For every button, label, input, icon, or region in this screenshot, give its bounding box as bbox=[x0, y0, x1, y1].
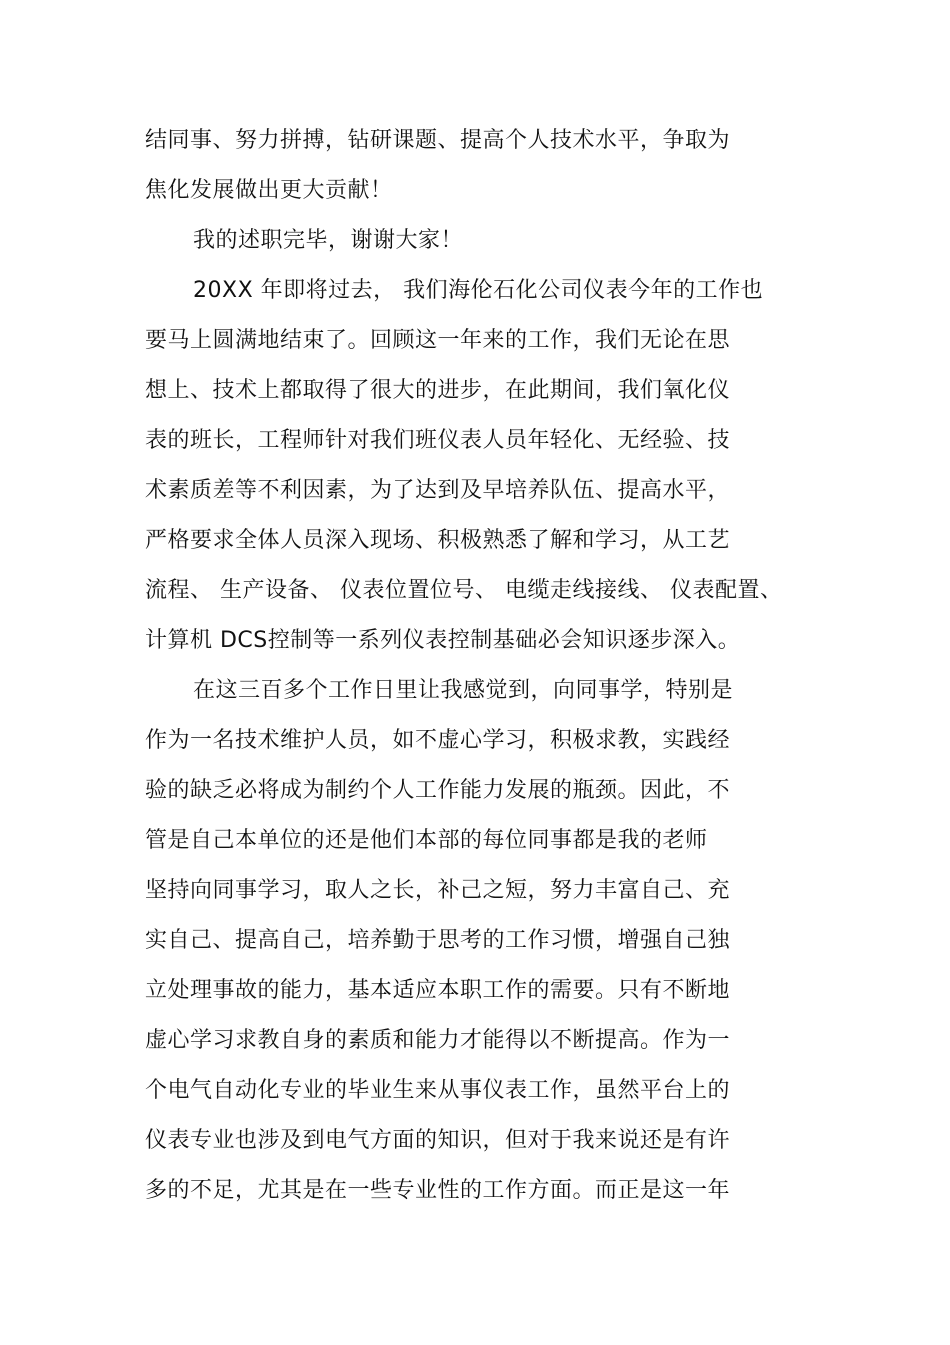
text-line: 管是自己本单位的还是他们本部的每位同事都是我的老师 bbox=[145, 828, 708, 853]
text-line: 要马上圆满地结束了。回顾这一年来的工作，我们无论在思 bbox=[145, 328, 731, 353]
text-line: 术素质差等不利因素，为了达到及早培养队伍、提高水平， bbox=[145, 478, 731, 503]
text-line: 表的班长，工程师针对我们班仪表人员年轻化、无经验、技 bbox=[145, 428, 731, 453]
text-line: 结同事、努力拼搏，钻研课题、提高个人技术水平，争取为 bbox=[145, 128, 731, 153]
text-line: 流程、 生产设备、 仪表位置位号、 电缆走线接线、 仪表配置、 bbox=[145, 578, 783, 603]
text-line: 作为一名技术维护人员，如不虚心学习，积极求教，实践经 bbox=[145, 728, 731, 753]
text-line: 计算机 DCS控制等一系列仪表控制基础必会知识逐步深入。 bbox=[145, 628, 741, 653]
paragraph-first-line: 20XX 年即将过去， 我们海伦石化公司仪表今年的工作也 bbox=[193, 278, 764, 303]
paragraph-first-line: 我的述职完毕，谢谢大家！ bbox=[193, 228, 464, 253]
paragraph-first-line: 在这三百多个工作日里让我感觉到，向同事学，特别是 bbox=[193, 678, 734, 703]
text-line: 立处理事故的能力，基本适应本职工作的需要。只有不断地 bbox=[145, 978, 731, 1003]
text-line: 想上、技术上都取得了很大的进步，在此期间，我们氧化仪 bbox=[145, 378, 731, 403]
text-line: 个电气自动化专业的毕业生来从事仪表工作，虽然平台上的 bbox=[145, 1078, 731, 1103]
text-line: 仪表专业也涉及到电气方面的知识，但对于我来说还是有许 bbox=[145, 1128, 731, 1153]
text-line: 多的不足，尤其是在一些专业性的工作方面。而正是这一年 bbox=[145, 1178, 731, 1203]
text-line: 实自己、提高自己，培养勤于思考的工作习惯，增强自己独 bbox=[145, 928, 731, 953]
text-line: 虚心学习求教自身的素质和能力才能得以不断提高。作为一 bbox=[145, 1028, 731, 1053]
text-line: 坚持向同事学习，取人之长，补己之短，努力丰富自己、充 bbox=[145, 878, 731, 903]
text-line: 验的缺乏必将成为制约个人工作能力发展的瓶颈。因此，不 bbox=[145, 778, 731, 803]
text-line: 严格要求全体人员深入现场、积极熟悉了解和学习，从工艺 bbox=[145, 528, 731, 553]
text-line: 焦化发展做出更大贡献！ bbox=[145, 178, 393, 203]
